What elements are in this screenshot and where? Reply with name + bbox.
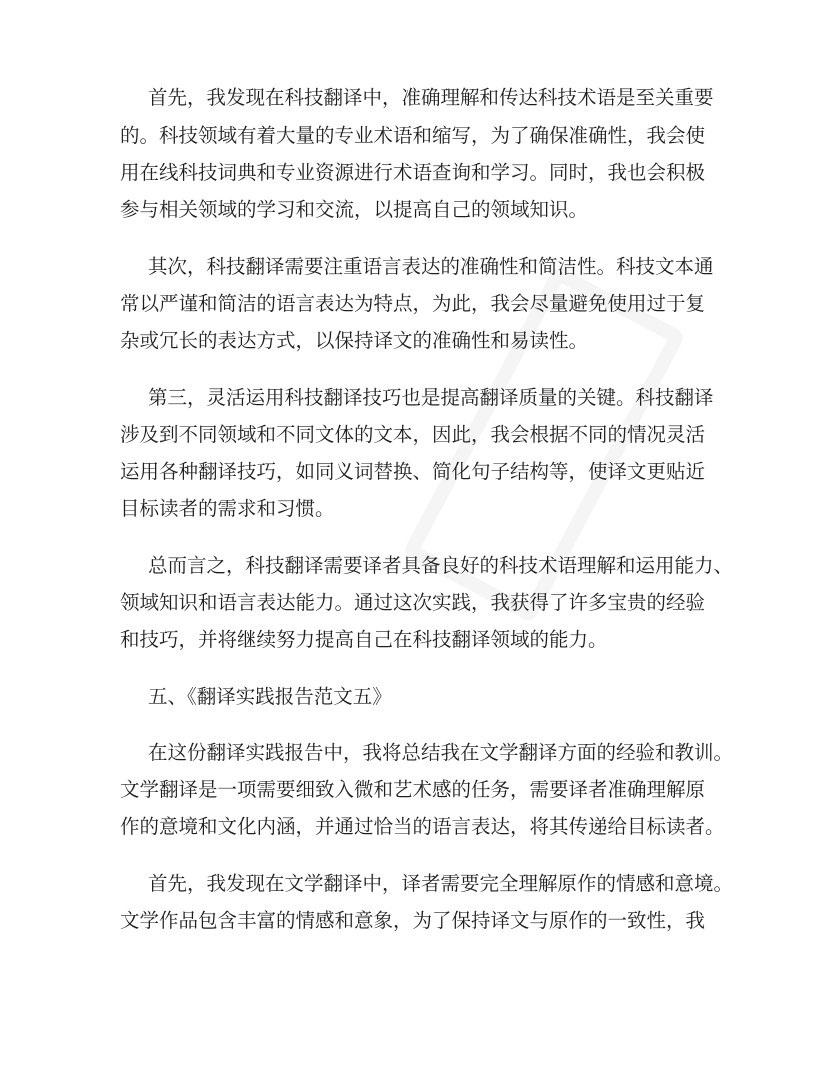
- paragraph-line: 领域知识和语言表达能力。通过这次实践，我获得了许多宝贵的经验: [120, 591, 706, 614]
- paragraph-line: 运用各种翻译技巧，如同义词替换、简化句子结构等，使译文更贴近: [120, 460, 706, 483]
- paragraph-line: 目标读者的需求和习惯。: [120, 497, 335, 520]
- paragraph-line: 在这份翻译实践报告中，我将总结我在文学翻译方面的经验和教训。: [148, 741, 734, 764]
- paragraph-line: 用在线科技词典和专业资源进行术语查询和学习。同时，我也会积极: [120, 161, 706, 184]
- paragraph-line: 第三，灵活运用科技翻译技巧也是提高翻译质量的关键。科技翻译: [148, 386, 714, 409]
- paragraph-line: 和技巧，并将继续努力提高自己在科技翻译领域的能力。: [120, 628, 608, 651]
- paragraph-line: 参与相关领域的学习和交流，以提高自己的领域知识。: [120, 198, 589, 221]
- paragraph-line: 作的意境和文化内涵，并通过恰当的语言表达，将其传递给目标读者。: [120, 815, 725, 838]
- paragraph-line: 首先，我发现在文学翻译中，译者需要完全理解原作的情感和意境。: [148, 872, 734, 895]
- paragraph-line: 首先，我发现在科技翻译中，准确理解和传达科技术语是至关重要: [148, 86, 714, 109]
- paragraph-line: 总而言之，科技翻译需要译者具备良好的科技术语理解和运用能力、: [148, 554, 734, 577]
- paragraph-line: 涉及到不同领域和不同文体的文本，因此，我会根据不同的情况灵活: [120, 423, 706, 446]
- paragraph-line: 常以严谨和简洁的语言表达为特点，为此，我会尽量避免使用过于复: [120, 292, 706, 315]
- paragraph-line: 文学作品包含丰富的情感和意象，为了保持译文与原作的一致性，我: [120, 909, 706, 932]
- paragraph-line: 杂或冗长的表达方式，以保持译文的准确性和易读性。: [120, 329, 589, 352]
- paragraph-line: 其次，科技翻译需要注重语言表达的准确性和简洁性。科技文本通: [148, 255, 714, 278]
- paragraph-line: 文学翻译是一项需要细致入微和艺术感的任务，需要译者准确理解原: [120, 778, 706, 801]
- section-heading: 五、《翻译实践报告范文五》: [148, 685, 392, 708]
- paragraph-line: 的。科技领域有着大量的专业术语和缩写，为了确保准确性，我会使: [120, 124, 706, 147]
